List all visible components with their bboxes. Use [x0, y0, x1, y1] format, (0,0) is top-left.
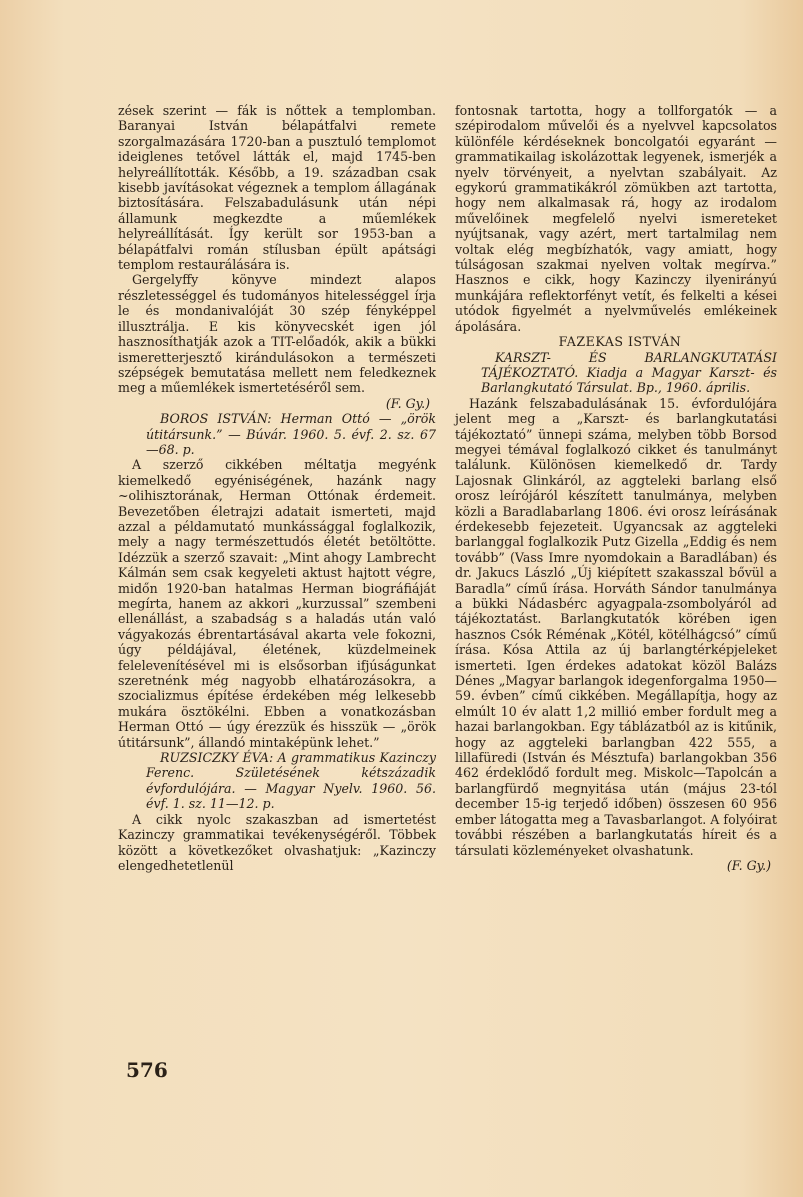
review-heading-ruzsiczky: RUZSICZKY ÉVA: A grammatikus Kazinczy Ferenc. Születésének kétszázadik évfordulójára. — Magyar Nyelv. 1960. 56. évf. 1. sz. 11—12. p. [146, 750, 436, 812]
paragraph-kazinczy: A cikk nyolc szakaszban ad ismertetést Kazinczy grammatikai tevékenységéről. Többek között a következőket olvashatjuk: „Kazinczy elengedhetetlenül [118, 811, 436, 873]
review-heading-boros: BOROS ISTVÁN: Herman Ottó — „örök útitársunk.” — Búvár. 1960. 5. évf. 2. sz. 67—68. p. [146, 411, 436, 457]
page-number: 576 [126, 1058, 168, 1082]
paragraph-gergelyffy-review: Gergelyffy könyve mindezt alapos részletességgel és tudományos hitelességgel írja le és mondanivalóját 30 szép fényképpel illusztrálja. E kis könyvecskét igen jól hasznosíthatják azok a TIT-előadók, akik a bükki ismeretterjesztő kirándulásokon a természeti szépségek bemutatása mellett nem feledkeznek meg a műemlékek ismertetéséről sem. [118, 272, 436, 396]
right-column [455, 103, 777, 873]
paragraph-kazinczy-continued: fontosnak tartotta, hogy a tollforgatók — a szépirodalom művelői és a nyelvvel kapcsolatos különféle kérdéseknek boncolgatói egyaránt — grammatikailag iskolázottak legyenek, ismerjék a nyelv törvényeit, a nyelvtan szabályait. Az egykorú grammatikákról zömükben azt tartotta, hogy nem alkalmasak rá, hogy az irodalom művelőinek megfelelő nyelvi ismereteket nyújtsanak, vagy azért, mert tartalmilag nem voltak elég megbízhatók, vagy amiatt, hogy túlságosan szakmai nyelven voltak megírva.” Hasznos e cikk, hogy Kazinczy ilyenirányú munkájára reflektorfényt vetít, és felkelti a kései utódok figyelmét a nyelvművelés emlékeinek ápolására. [455, 103, 777, 334]
review-signature-final: (F. Gy.) [726, 857, 771, 873]
left-column [118, 103, 436, 873]
review-signature-author: FAZEKAS ISTVÁN [558, 334, 682, 350]
paragraph-herman-otto: A szerző cikkében méltatja megyénk kiemelkedő egyéniségének, hazánk nagy ~olihisztorának, Herman Ottónak érdemeit. Bevezetőben életrajzi adatait ismerteti, majd azzal a példamutató munkássággal foglalkozik, mely a nagy természettudós életét betöltötte. Idézzük a szerző szavait: „Mint ahogy Lambrecht Kálmán sem csak kegyeleti aktust hajtott végre, midőn 1920-ban hatalmas Herman biográfiáját megírta, hanem az akkori „kurzussal” szembeni ellenállást, a szabadság s a haladás után való vágyakozás ébrentartásával akarta vele fokozni, úgy példájával, életének, küzdelmeinek felelevenítésével mi is elsősorban ifjúságunkat szeretnénk még nagyobb elhatározásokra, a szocializmus építése érdekében még lelkesebb mukára ösztökélni. Ebben a vonatkozásban Herman Ottó — úgy érezzük és hisszük — „örök útitársunk”, állandó mintaképünk lehet.” [118, 457, 436, 750]
paragraph-intro-continued: zések szerint — fák is nőttek a templomban. Baranyai István bélapátfalvi remete szorgalmazására 1720-ban a pusztuló templomot ideiglenes tetővel látták el, majd 1745-ben helyreállították. Később, a 19. században csak kisebb javításokat végeznek a templom állagának biztosítására. Felszabadulásunk után népi államunk megkezdte a műemlékek helyreállítását. Így került sor 1953-ban a bélapátfalvi román stílusban épült apátsági templom restaurálására is. [118, 103, 436, 273]
review-signature: (F. Gy.) [385, 395, 430, 411]
review-heading-karszt: KARSZT- ÉS BARLANGKUTATÁSI TÁJÉKOZTATÓ. Kiadja a Magyar Karszt- és Barlangkutató Társulat. Bp., 1960. április. [481, 349, 777, 396]
paragraph-karszt-review: Hazánk felszabadulásának 15. évfordulójára jelent meg a „Karszt- és barlangkutatási tájékoztató” ünnepi száma, melyben több Borsod megyei témával foglalkozó cikket és tanulmányt találunk. Különösen kiemelkedő dr. Tardy Lajosnak Glinkáról, az aggteleki barlang első orosz leírójáról készített tanulmánya, melyben közli a Baradlabarlang 1806. évi orosz leírásának érdekesebb fejezeteit. Ugyancsak az aggteleki barlanggal foglalkozik Putz Gizella „Eddig és nem tovább” (Vass Imre nyomdokain a Baradlában) és dr. Jakucs László „Új kiépített szakasszal bővül a Baradla” című írása. Horváth Sándor tanulmánya a bükki Nádasbérc agyagpala-zsombolyáról ad tájékoztatást. Barlangkutatók körében igen hasznos Csók Réménak „Kötél, kötélhágcsó” című írása. Kósa Attila az új barlangtérképjeleket ismerteti. Igen érdekes adatokat közöl Balázs Dénes „Magyar barlangok idegenforgalma 1950—59. évben” című cikkében. Megállapítja, hogy az elmúlt 10 év alatt 1,2 millió ember fordult meg a hazai barlangokban. Egy táblázatból az is kitűnik, hogy az aggteleki barlangban 422 555, a lillafüredi (István és Mésztufa) barlangokban 356 462 érdeklődő fordult meg. Miskolc—Tapolcán a barlangfürdő megnyitása után (május 23-tól december 15-ig terjedő időben) összesen 60 956 ember látogatta meg a Tavasbarlangot. A folyóirat további részében a barlangkutatás híreit és a társulati közleményeket olvashatunk. [455, 395, 777, 858]
